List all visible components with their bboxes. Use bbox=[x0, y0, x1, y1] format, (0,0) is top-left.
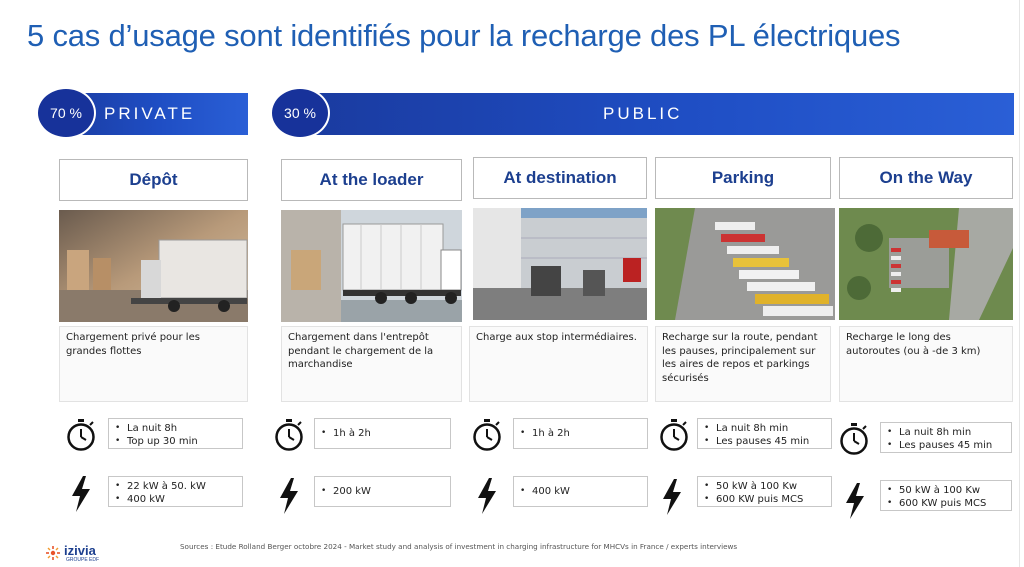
duration-box-on-the-way bbox=[880, 422, 1012, 453]
logo-text: izivia bbox=[64, 543, 96, 558]
stopwatch-icon bbox=[470, 418, 504, 457]
list-item: • Les pauses 45 min bbox=[887, 439, 1005, 452]
list-item: • La nuit 8h bbox=[115, 422, 236, 435]
heading-parking: Parking bbox=[655, 157, 831, 199]
list-item: • 400 kW bbox=[520, 485, 641, 498]
lightning-bolt-icon bbox=[661, 479, 683, 520]
photo-on-the-way bbox=[839, 208, 1013, 320]
list-item: • Top up 30 min bbox=[115, 435, 236, 448]
power-box-on-the-way bbox=[880, 480, 1012, 511]
description-depot: Chargement privé pour les grandes flottes bbox=[59, 326, 248, 402]
stopwatch-icon bbox=[64, 418, 98, 457]
list-item: • 200 kW bbox=[321, 485, 444, 498]
heading-on-the-way: On the Way bbox=[839, 157, 1013, 199]
list-item: • 50 kW à 100 Kw bbox=[887, 484, 1005, 497]
lightning-bolt-icon bbox=[844, 483, 866, 524]
heading-at-the-loader: At the loader bbox=[281, 159, 462, 201]
edge-divider bbox=[1019, 0, 1020, 567]
description-at-destination: Charge aux stop intermédiaires. bbox=[469, 326, 648, 402]
list-item: • 400 kW bbox=[115, 493, 236, 506]
lightning-bolt-icon bbox=[70, 476, 92, 517]
stopwatch-icon bbox=[657, 418, 691, 457]
list-item: • La nuit 8h min bbox=[887, 426, 1005, 439]
public-percent-badge: 30 % bbox=[270, 87, 330, 139]
list-item: • 50 kW à 100 Kw bbox=[704, 480, 825, 493]
sources-footnote: Sources : Etude Rolland Berger octobre 2024 - Market study and analysis of investment in charging infrastructure for MHCVs in France / experts interviews bbox=[180, 542, 738, 551]
public-label: PUBLIC bbox=[603, 104, 683, 123]
izivia-logo bbox=[44, 543, 114, 565]
photo-at-the-loader bbox=[281, 210, 462, 322]
lightning-bolt-icon bbox=[278, 478, 300, 519]
private-label: PRIVATE bbox=[104, 104, 196, 123]
photo-depot bbox=[59, 210, 248, 322]
logo-subtext: GROUPE EDF bbox=[66, 557, 100, 563]
photo-parking bbox=[655, 208, 835, 320]
duration-box-parking bbox=[697, 418, 832, 449]
photo-at-destination bbox=[473, 208, 647, 320]
list-item: • La nuit 8h min bbox=[704, 422, 825, 435]
list-item: • 600 KW puis MCS bbox=[887, 497, 1005, 510]
description-on-the-way: Recharge le long des autoroutes (ou à -de 3 km) bbox=[839, 326, 1013, 402]
lightning-bolt-icon bbox=[476, 478, 498, 519]
stopwatch-icon bbox=[837, 422, 871, 461]
stopwatch-icon bbox=[272, 418, 306, 457]
list-item: • Les pauses 45 min bbox=[704, 435, 825, 448]
power-box-at-destination bbox=[513, 476, 648, 507]
list-item: • 1h à 2h bbox=[321, 427, 444, 440]
private-percent-badge: 70 % bbox=[36, 87, 96, 139]
public-band bbox=[288, 93, 1014, 135]
duration-box-at-destination bbox=[513, 418, 648, 449]
duration-box-at-the-loader bbox=[314, 418, 451, 449]
izivia-logo-mark-icon bbox=[44, 545, 62, 561]
page-title: 5 cas d’usage sont identifiés pour la recharge des PL électriques bbox=[27, 18, 901, 53]
list-item: • 22 kW à 50. kW bbox=[115, 480, 236, 493]
description-at-the-loader: Chargement dans l'entrepôt pendant le chargement de la marchandise bbox=[281, 326, 462, 402]
power-box-depot bbox=[108, 476, 243, 507]
list-item: • 600 KW puis MCS bbox=[704, 493, 825, 506]
power-box-parking bbox=[697, 476, 832, 507]
description-parking: Recharge sur la route, pendant les pauses, principalement sur les aires de repos et parkings sécurisés bbox=[655, 326, 831, 402]
heading-depot: Dépôt bbox=[59, 159, 248, 201]
duration-box-depot bbox=[108, 418, 243, 449]
heading-at-destination: At destination bbox=[473, 157, 647, 199]
list-item: • 1h à 2h bbox=[520, 427, 641, 440]
power-box-at-the-loader bbox=[314, 476, 451, 507]
